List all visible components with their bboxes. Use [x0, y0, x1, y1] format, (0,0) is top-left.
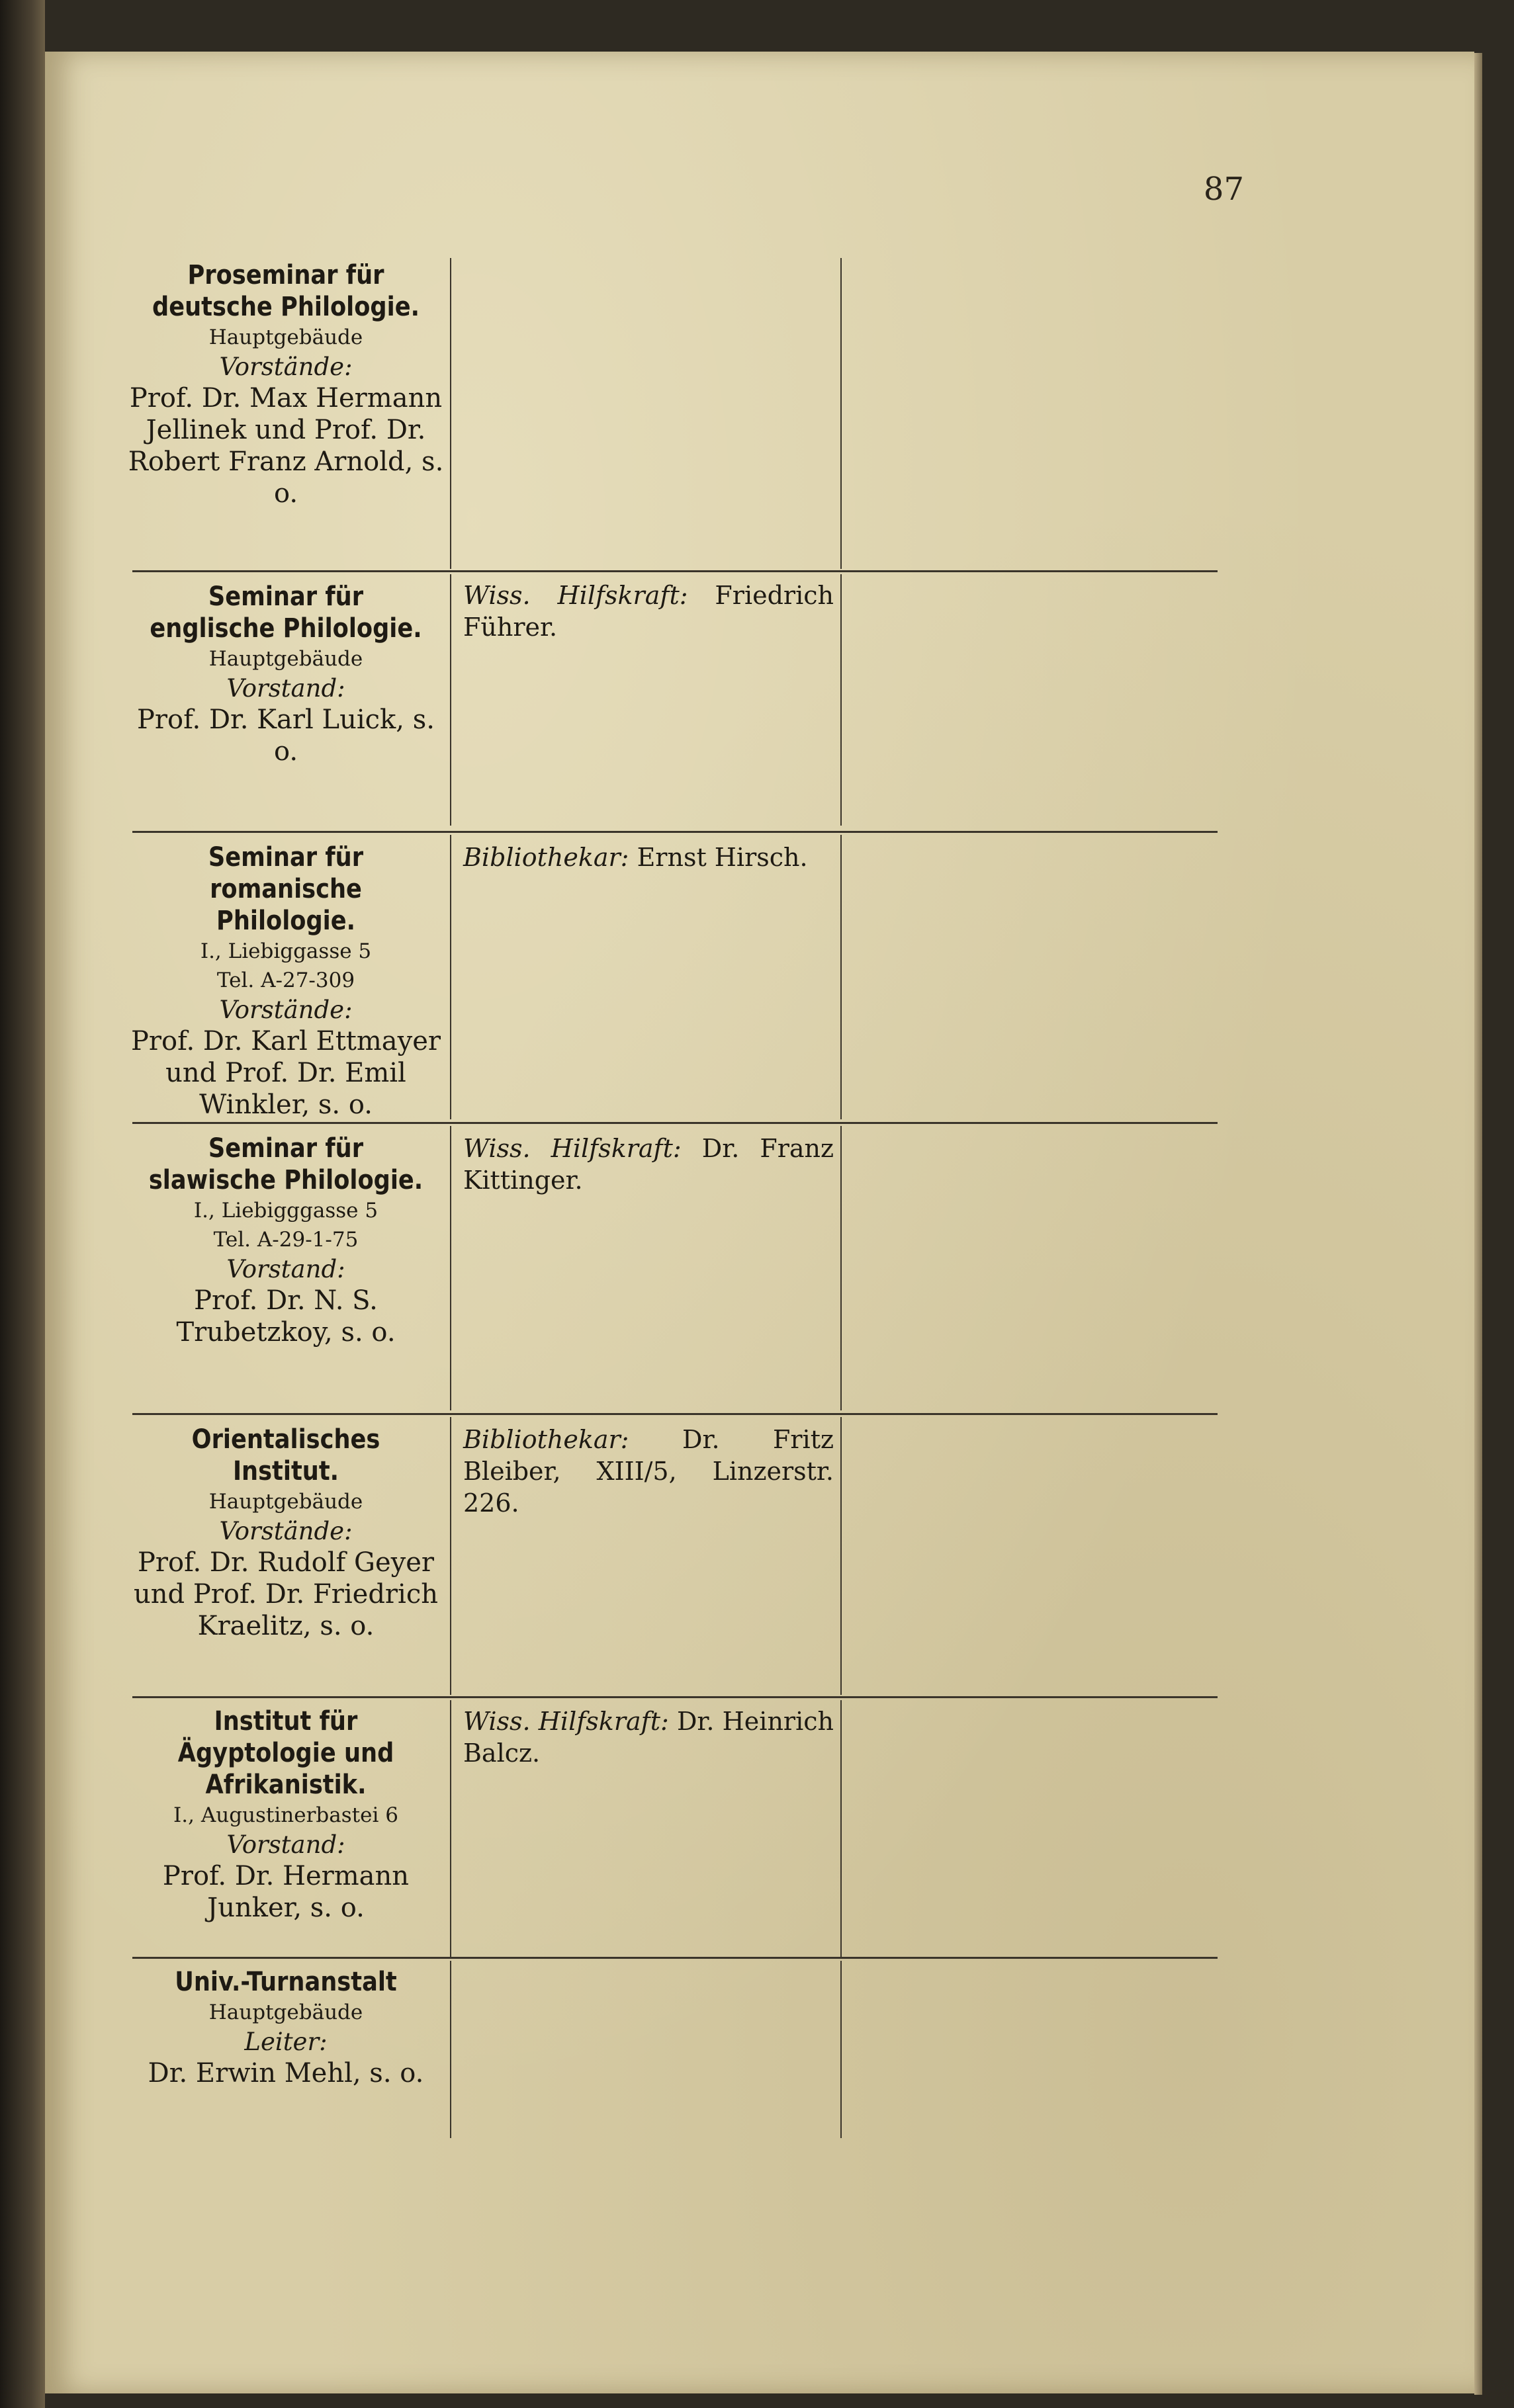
column-divider: [840, 574, 842, 826]
entry-institution: [127, 1424, 445, 1642]
entry-title: Seminar für englische Philologie.: [150, 581, 422, 644]
entry-title: Seminar für slawische Philologie.: [148, 1133, 423, 1195]
entry-phone: Tel. A-27-309: [216, 968, 355, 992]
entry-role: Vorstand:: [226, 674, 345, 703]
column-divider: [840, 1961, 842, 2138]
entry-persons: Prof. Dr. Max Hermann Jellinek und Prof. Dr. Robert Franz Arnold, s. o.: [128, 383, 444, 509]
column-divider: [840, 1126, 842, 1410]
column-divider: [840, 1417, 842, 1695]
entry-persons: Prof. Dr. Karl Ettmayer und Prof. Dr. Emil Winkler, s. o.: [130, 1026, 441, 1120]
staff-role: Bibliothekar:: [463, 843, 637, 872]
staff-role: Wiss. Hilfskraft:: [463, 1134, 702, 1163]
page-edge: [1474, 53, 1482, 2395]
entry-institution: [127, 1966, 445, 2089]
column-divider: [840, 835, 842, 1119]
row-divider: [132, 570, 1218, 572]
column-divider: [450, 1700, 451, 1958]
entry-staff: [463, 841, 834, 873]
entry-staff: [463, 580, 834, 643]
column-divider: [450, 574, 451, 826]
entry-title: Seminar für romanische Philologie.: [208, 842, 364, 936]
entry-persons: Prof. Dr. Karl Luick, s. o.: [137, 705, 435, 767]
entry-role: Leiter:: [244, 2028, 328, 2056]
entry-title: Orientalisches Institut.: [191, 1424, 380, 1486]
entry-role: Vorstände:: [219, 996, 353, 1024]
staff-name: Dr. Fritz Bleiber, XIII/5, Linzerstr. 226.: [463, 1425, 834, 1518]
column-divider: [450, 1126, 451, 1410]
staff-name: Dr. Heinrich Balcz.: [463, 1707, 834, 1768]
entry-role: Vorstände:: [219, 353, 353, 381]
staff-name: Ernst Hirsch.: [637, 843, 808, 872]
entry-address: Hauptgebäude: [208, 325, 363, 349]
staff-role: Bibliothekar:: [463, 1425, 682, 1454]
entry-institution: [127, 581, 445, 767]
entry-title: Univ.-Turnanstalt: [175, 1967, 397, 1997]
staff-name: Friedrich Führer.: [463, 581, 834, 642]
entry-address: I., Liebiggasse 5: [200, 939, 372, 963]
entry-persons: Dr. Erwin Mehl, s. o.: [148, 2058, 424, 2088]
book-spine: [0, 0, 45, 2408]
page-number: 87: [1203, 171, 1244, 208]
row-divider: [132, 831, 1218, 833]
column-divider: [450, 1961, 451, 2138]
row-divider: [132, 1696, 1218, 1698]
entry-role: Vorstände:: [219, 1517, 353, 1545]
entry-institution: [127, 1705, 445, 1924]
entry-staff: [463, 1424, 834, 1519]
row-divider: [132, 1122, 1218, 1124]
entry-persons: Prof. Dr. Rudolf Geyer und Prof. Dr. Friedrich Kraelitz, s. o.: [133, 1547, 439, 1641]
column-divider: [450, 258, 451, 569]
entry-staff: [463, 1133, 834, 1196]
entry-role: Vorstand:: [226, 1255, 345, 1283]
entry-persons: Prof. Dr. Hermann Junker, s. o.: [162, 1861, 410, 1923]
column-divider: [450, 1417, 451, 1695]
column-divider: [840, 258, 842, 569]
column-divider: [450, 835, 451, 1119]
entry-persons: Prof. Dr. N. S. Trubetzkoy, s. o.: [176, 1285, 396, 1348]
entry-phone: Tel. A-29-1-75: [213, 1228, 359, 1252]
entry-title: Institut für Ägyptologie und Afrikanistik.: [177, 1706, 394, 1800]
staff-name: Dr. Franz Kittinger.: [463, 1134, 834, 1195]
entry-address: I., Liebigggasse 5: [193, 1199, 378, 1223]
staff-role: Wiss. Hilfskraft:: [463, 1707, 677, 1736]
entry-address: Hauptgebäude: [208, 2000, 363, 2024]
entry-staff: [463, 1705, 834, 1769]
entry-institution: [127, 259, 445, 509]
entry-address: Hauptgebäude: [208, 647, 363, 671]
entry-address: Hauptgebäude: [208, 1490, 363, 1514]
row-divider: [132, 1957, 1218, 1959]
entry-title: Proseminar für deutsche Philologie.: [152, 260, 420, 322]
entry-role: Vorstand:: [226, 1830, 345, 1859]
entry-institution: [127, 841, 445, 1121]
entry-address: I., Augustinerbastei 6: [173, 1803, 398, 1827]
staff-role: Wiss. Hilfskraft:: [463, 581, 715, 610]
column-divider: [840, 1700, 842, 1958]
entry-institution: [127, 1133, 445, 1348]
row-divider: [132, 1413, 1218, 1415]
